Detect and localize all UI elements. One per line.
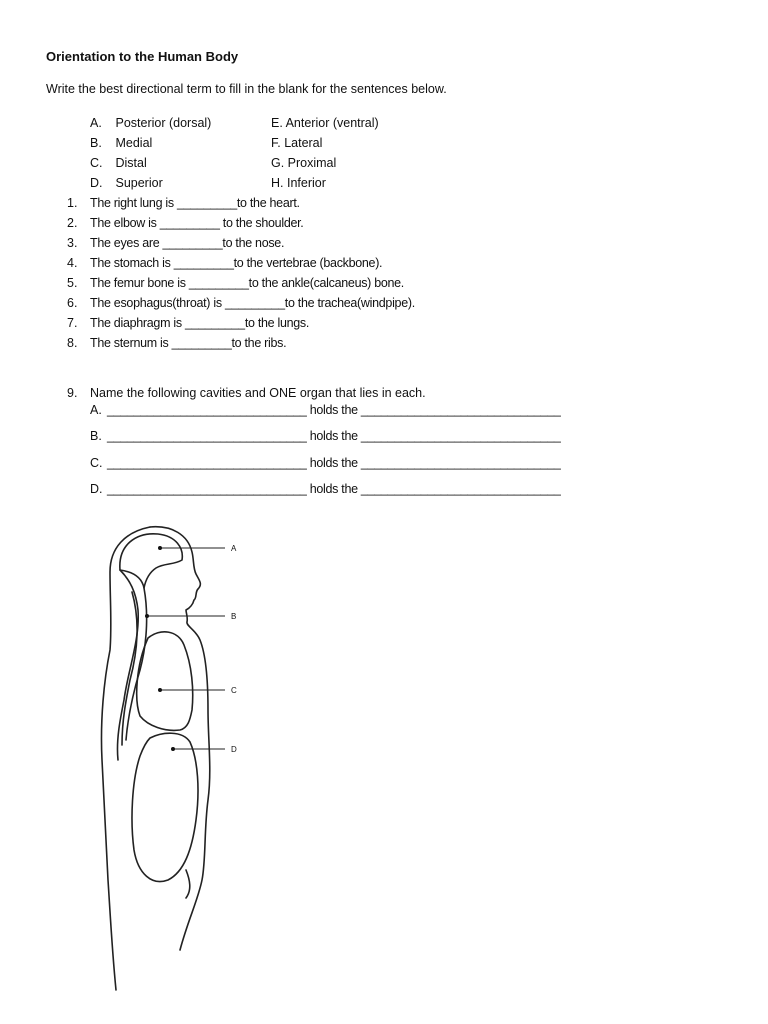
abdominopelvic-cavity — [132, 733, 198, 881]
cavity-line: ______________________________ holds the ______________________________ — [107, 429, 561, 443]
hip-notch — [186, 870, 190, 898]
page-title: Orientation to the Human Body — [46, 49, 239, 64]
question-number: 6. — [67, 296, 78, 310]
option-term: Distal — [115, 156, 147, 170]
question-text: The esophagus(throat) is _________to the trachea(windpipe). — [90, 296, 415, 310]
question-text: The diaphragm is _________to the lungs. — [90, 316, 310, 330]
option-letter: D. — [90, 176, 103, 190]
option-term: Medial — [115, 136, 153, 150]
option-f: F. Lateral — [271, 136, 323, 150]
body-outline — [101, 527, 150, 990]
cavity-letter: C. — [90, 456, 103, 470]
question-number: 4. — [67, 256, 78, 270]
cavity-line: ______________________________ holds the ______________________________ — [107, 403, 561, 417]
diagram-label-c: C — [231, 686, 237, 695]
question-number: 3. — [67, 236, 78, 250]
diagram-label-d: D — [231, 745, 237, 754]
cavity-letter: B. — [90, 429, 102, 443]
leader-dot-b — [145, 614, 149, 618]
leader-dot-c — [158, 688, 162, 692]
question-number: 8. — [67, 336, 78, 350]
option-letter: B. — [90, 136, 102, 150]
cavity-letter: D. — [90, 482, 103, 496]
cranial-cavity — [120, 534, 182, 588]
question-text: The sternum is _________to the ribs. — [90, 336, 287, 350]
question-text: The elbow is _________ to the shoulder. — [90, 216, 304, 230]
body-front-outline — [150, 527, 210, 950]
question-number: 5. — [67, 276, 78, 290]
option-g: G. Proximal — [271, 156, 337, 170]
cavity-letter: A. — [90, 403, 102, 417]
option-term: Superior — [115, 176, 163, 190]
option-letter: A. — [90, 116, 102, 130]
diagram-label-b: B — [231, 612, 237, 621]
thoracic-cavity — [137, 632, 193, 731]
question-number: 9. — [67, 386, 78, 400]
diagram-label-a: A — [231, 544, 237, 553]
question-text: Name the following cavities and ONE organ that lies in each. — [90, 386, 426, 400]
spinal-canal-outer — [117, 570, 138, 760]
cavity-line: ______________________________ holds the ______________________________ — [107, 482, 561, 496]
cavity-line: ______________________________ holds the ______________________________ — [107, 456, 561, 470]
question-number: 2. — [67, 216, 78, 230]
option-e: E. Anterior (ventral) — [271, 116, 379, 130]
question-text: The right lung is _________to the heart. — [90, 196, 300, 210]
question-number: 1. — [67, 196, 78, 210]
option-term: Posterior (dorsal) — [115, 116, 212, 130]
leader-dot-d — [171, 747, 175, 751]
question-text: The stomach is _________to the vertebrae (backbone). — [90, 256, 383, 270]
question-number: 7. — [67, 316, 78, 330]
instructions: Write the best directional term to fill in the blank for the sentences below. — [46, 82, 447, 96]
option-h: H. Inferior — [271, 176, 326, 190]
option-letter: C. — [90, 156, 103, 170]
question-text: The eyes are _________to the nose. — [90, 236, 285, 250]
leader-dot-a — [158, 546, 162, 550]
question-text: The femur bone is _________to the ankle(calcaneus) bone. — [90, 276, 404, 290]
